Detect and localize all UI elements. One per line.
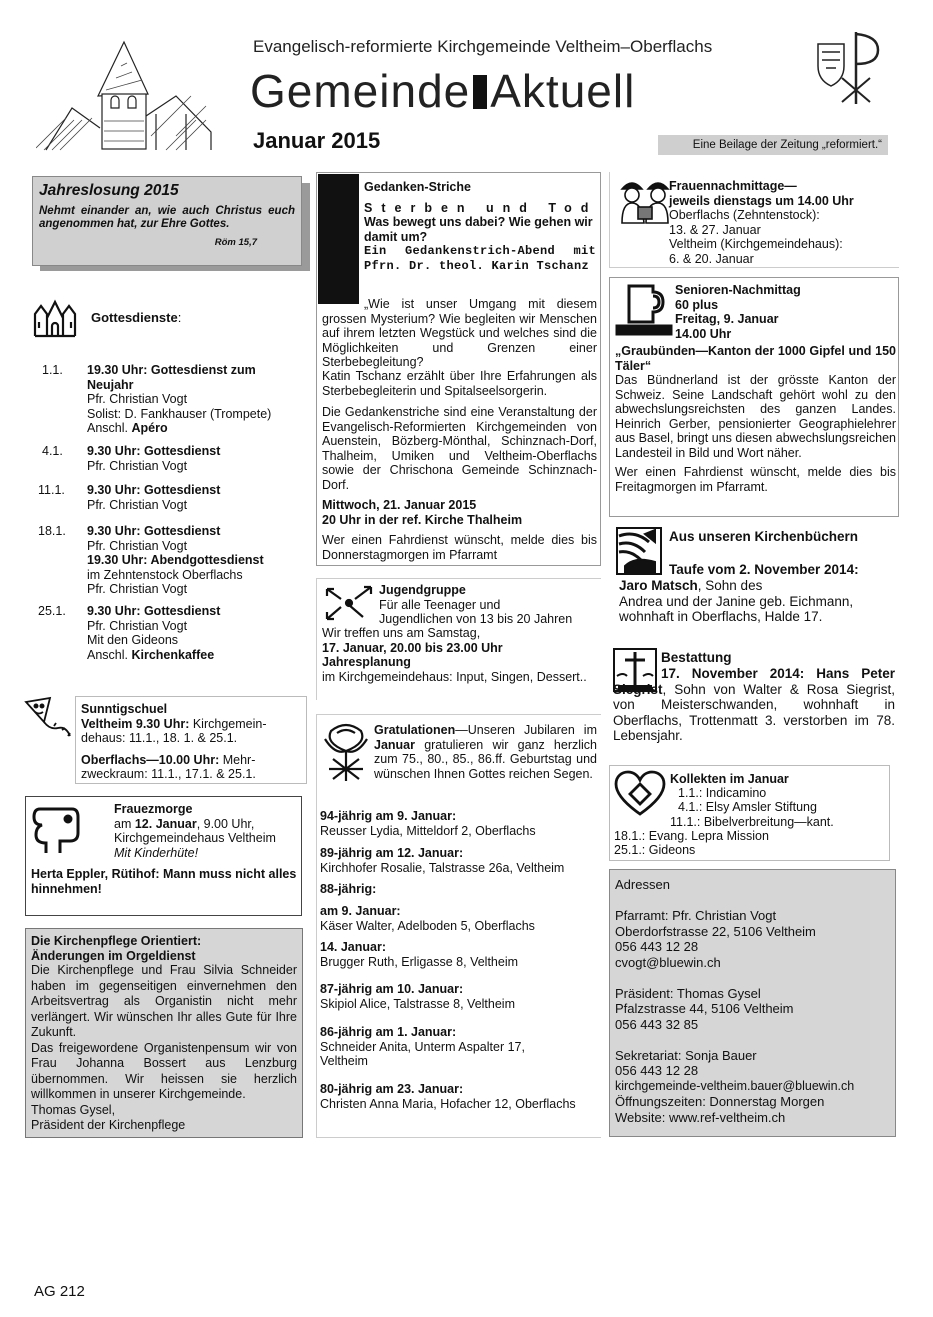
gd-date-5: 25.1. [38, 604, 66, 618]
baptism-icon [615, 526, 663, 576]
church-icon [33, 298, 77, 338]
church-sketch [36, 36, 216, 154]
sunntig-line [81, 753, 301, 768]
grat-item-text: Brugger Ruth, Erligasse 8, Veltheim [320, 954, 519, 969]
org-name: Evangelisch-reformierte Kirchgemeinde Veltheim–Oberflachs [253, 37, 713, 56]
adressen-spacer [615, 970, 890, 986]
gd-line: Mit den Gideons [87, 633, 179, 647]
coffee-icon [32, 803, 86, 855]
grat-item [320, 846, 595, 882]
gottesdienste-colon: : [177, 310, 182, 325]
masthead [250, 66, 635, 116]
best-date: 17. November 2014: Hans Peter [661, 666, 895, 681]
gd-line [87, 648, 302, 663]
jugend-title: Jugendgruppe [379, 583, 466, 597]
gedanken-title: Gedanken-Striche [364, 180, 471, 194]
gd-line-part: Anschl. [87, 647, 132, 662]
gd-line: 19.30 Uhr: Gottesdienst zum [87, 363, 256, 377]
jugend-line: Jugendlichen von 13 bis 20 Jahren [379, 612, 573, 626]
grat-item-head: 87-jährig am 10. Januar: [320, 982, 464, 996]
kb-line: Andrea und der Janine geb. Eichmann, [619, 593, 854, 609]
grat-title: Gratulationen [374, 723, 456, 737]
grat-item-head: 88-jährig: [320, 882, 377, 896]
adressen-line: Pfalzstrasse 44, 5106 Veltheim [615, 1001, 794, 1016]
gedanken-fahrdienst: Wer einen Fahrdienst wünscht, melde dies bis Donnerstagmorgen im Pfarramt [322, 533, 597, 562]
grat-intro [374, 723, 597, 781]
grat-item-text: Schneider Anita, Unterm Aspalter 17, Veltheim [320, 1039, 525, 1068]
ladies-icon [618, 175, 670, 225]
gd-line: 19.30 Uhr: Abendgottesdienst [87, 553, 264, 567]
frauezmorge-box [25, 796, 302, 916]
gd-line: Solist: D. Fankhauser (Trompete) [87, 406, 272, 421]
gedanken-evening: Ein Gedankenstrich-Abend mit Pfrn. Dr. theol. Karin Tschanz [364, 244, 596, 273]
coat-of-arms [812, 30, 884, 106]
kp-title-1: Die Kirchenpflege Orientiert: [31, 934, 202, 948]
gd-entry-4 [87, 524, 302, 597]
gottesdienste-title [91, 311, 181, 326]
kollekten-item: 11.1.: Bibelverbreitung—kant. [670, 815, 834, 829]
losung-ref: Röm 15,7 [214, 237, 257, 248]
senioren-line: Freitag, 9. Januar [675, 312, 779, 326]
grat-box [316, 714, 601, 1138]
gd-date-4: 18.1. [38, 524, 66, 538]
adressen-line: Pfarramt: Pfr. Christian Vogt [615, 908, 777, 923]
frauezmorge-line: Mit Kinderhüte! [114, 845, 199, 860]
senioren-title: Senioren-Nachmittag [675, 283, 801, 297]
gd-entry-3 [87, 483, 302, 512]
senioren-line: 14.00 Uhr [675, 326, 732, 341]
gd-entry-2 [87, 444, 302, 473]
grat-item-head: 86-jährig am 1. Januar: [320, 1025, 457, 1039]
frauen-line: 6. & 20. Januar [669, 251, 754, 266]
gd-line: Pfr. Christian Vogt [87, 458, 188, 473]
sunntig-part: Mehr- [219, 752, 256, 767]
gd-date-3: 11.1. [38, 483, 65, 497]
grat-item-text: Reusser Lydia, Mitteldorf 2, Oberflachs [320, 823, 536, 838]
gd-line-bold: Apéro [131, 421, 168, 435]
grat-item-head: 80-jährig am 23. Januar: [320, 1082, 464, 1096]
frauen-line: Veltheim (Kirchgemeindehaus): [669, 237, 843, 251]
jugend-line: im Kirchgemeindehaus: Input, Singen, Dessert.. [322, 669, 587, 684]
jugend-head [379, 583, 599, 627]
frauezmorge-head [114, 802, 299, 860]
adressen-line: Website: www.ref-veltheim.ch [615, 1109, 786, 1125]
page-number: AG 212 [34, 1283, 85, 1300]
gd-line: Pfr. Christian Vogt [87, 538, 188, 553]
adressen-line: 056 443 32 85 [615, 1016, 699, 1032]
grat-item [320, 982, 595, 1025]
frauezmorge-quote: Herta Eppler, Rütihof: Mann muss nicht alles hinnehmen! [31, 867, 297, 896]
kollekten-title: Kollekten im Januar [670, 772, 789, 786]
grat-item-head: 14. Januar: [320, 940, 387, 954]
senioren-box [609, 277, 899, 517]
frauen-box [609, 172, 899, 268]
jugend-box [316, 578, 601, 700]
kirchenpflege-box [25, 928, 303, 1138]
grat-item [320, 809, 595, 846]
adressen-line: 056 443 12 28 [615, 1063, 699, 1078]
gd-date-1: 1.1. [42, 363, 63, 377]
senioren-p1: Das Bündnerland ist der grösste Kanton der Schweiz. Seine Landschaft gehört wohl zu den abwechslungsreichsten des ganzen Landes. Heinrich Gerber, pensionierter Geographielehrer aus Basel, bringt uns diesen abwechslungsreichen Landesteil in Bild und Wort näher. [615, 373, 896, 460]
gedanken-p1 [322, 297, 597, 370]
grat-month: Januar [374, 737, 415, 752]
heart-icon [614, 770, 666, 818]
kp-title-2: Änderungen im Orgeldienst [31, 948, 196, 963]
gd-line-bold: Kirchenkaffee [131, 647, 215, 662]
sunntig-part: Kirchgemein- [189, 716, 267, 731]
masthead-word-1: Gemeinde [250, 65, 471, 117]
kp-sign: Thomas Gysel, [31, 1102, 116, 1117]
best-name: Siegrist [613, 681, 663, 697]
kb-text [619, 578, 899, 625]
sunntig-line: zweckraum: 11.1., 17.1. & 25.1. [81, 767, 256, 781]
grat-item-text: Christen Anna Maria, Hofacher 12, Oberflachs [320, 1096, 576, 1111]
kp-sign: Präsident der Kirchenpflege [31, 1118, 186, 1132]
grat-part: gratulieren wir ganz herzlich zum 75., 80., 85., 86.ff. Geburtstag und wünschen Ihnen Gottes reichen Segen. [374, 737, 597, 781]
best-title: Bestattung [661, 650, 732, 665]
grat-item [320, 1082, 595, 1111]
jugend-line: Für alle Teenager und [379, 597, 501, 612]
frauen-title: Frauennachmittage— [669, 179, 797, 193]
rose-icon [321, 721, 371, 783]
adressen-line: cvogt@bluewin.ch [615, 954, 721, 970]
frauezmorge-part: am [114, 816, 135, 831]
frauen-line: Oberflachs (Zehntenstock): [669, 208, 820, 222]
gedanken-date-2: 20 Uhr in der ref. Kirche Thalheim [322, 512, 523, 527]
jugend-line: Jahresplanung [322, 655, 411, 669]
kp-paragraph: Das freigewordene Organistenpensum wir von Frau Johanna Bossert aus Lenzburg übernommen. Wir heissen sie herzlich willkommen in unserer Kirchgemeinde. [31, 1040, 297, 1101]
gd-line: 9.30 Uhr: Gottesdienst [87, 483, 221, 497]
frauezmorge-line: Kirchgemeindehaus Veltheim [114, 831, 276, 845]
grat-item-text: Kirchhofer Rosalie, Talstrasse 26a, Veltheim [320, 860, 565, 875]
frauezmorge-line [114, 817, 299, 832]
grat-item [320, 940, 595, 982]
grat-item-head: am 9. Januar: [320, 904, 401, 918]
gedanken-question: Was bewegt uns dabei? Wie gehen wir damit um? [364, 215, 593, 244]
adressen-line: Präsident: Thomas Gysel [615, 985, 761, 1001]
masthead-word-2: Aktuell [490, 65, 636, 117]
kb-line: wohnhaft in Oberflachs, Halde 17. [619, 609, 823, 624]
sunntig-line: dehaus: 11.1., 18. 1. & 25.1. [81, 731, 238, 745]
frauezmorge-title: Frauezmorge [114, 802, 193, 816]
teapot-icon [615, 282, 673, 338]
kb-line [619, 578, 899, 594]
senioren-head [675, 283, 895, 341]
kb-taufe: Taufe vom 2. November 2014: [669, 562, 859, 577]
gd-line: 9.30 Uhr: Gottesdienst [87, 524, 221, 538]
kollekten-item: 18.1.: Evang. Lepra Mission [614, 829, 769, 843]
adressen-line: Sekretariat: Sonja Bauer [615, 1047, 757, 1063]
frauen-text [669, 179, 897, 266]
gd-line: im Zehntenstock Oberflachs [87, 567, 243, 582]
arrows-icon [323, 583, 375, 623]
grat-item [320, 904, 595, 940]
gd-line: 9.30 Uhr: Gottesdienst [87, 444, 221, 458]
adressen-box [609, 869, 896, 1137]
kollekten-item: 25.1.: Gideons [614, 843, 696, 857]
senioren-p2: Wer einen Fahrdienst wünscht, melde dies bis Freitagmorgen im Pfarramt. [615, 465, 896, 494]
gd-entry-5 [87, 604, 302, 662]
kollekten-box [609, 765, 890, 861]
gedanken-p2: Die Gedankenstriche sind eine Veranstaltung der Evangelisch-Reformierten Kirchgemeinden von Auenstein, Bözberg-Mönthal, Schinznach-Dorf, Thalheim, Umiken und Veltheim-Oberflachs sowie der Chrischona Gemeinde Schinznach-Dorf. [322, 405, 597, 492]
kollekten-item: 4.1.: Elsy Amsler Stiftung [678, 800, 817, 814]
losung-box [32, 176, 302, 266]
jugend-line: Wir treffen uns am Samstag, [322, 626, 481, 640]
losung-text: Nehmt einander an, wie auch Christus euch angenommen hat, zur Ehre Gottes. [39, 205, 295, 230]
adressen-line: Oberdorfstrasse 22, 5106 Veltheim [615, 923, 816, 939]
gedanken-black-bar [318, 174, 359, 304]
gd-line: 9.30 Uhr: Gottesdienst [87, 604, 221, 618]
adressen-line: Öffnungszeiten: Donnerstag Morgen [615, 1094, 825, 1109]
gedanken-p1b: Katin Tschanz erzählt über Ihre Erfahrungen als Sterbebegleiterin und Spitalseelsorgerin. [322, 369, 597, 398]
gd-line-part: Anschl. [87, 421, 132, 435]
kb-part: , Sohn des [697, 578, 763, 593]
gottesdienste-title-text: Gottesdienste [91, 310, 178, 325]
adressen-title: Adressen [615, 877, 670, 892]
masthead-block [473, 75, 487, 109]
frauen-line: 13. & 27. Januar [669, 222, 761, 237]
issue-month: Januar 2015 [253, 128, 381, 153]
gd-line: Pfr. Christian Vogt [87, 618, 188, 633]
adressen-line: 056 443 12 28 [615, 939, 699, 954]
best-text [613, 666, 895, 744]
adressen-spacer [615, 1032, 890, 1048]
gedanken-p1-text: „Wie ist unser Umgang mit diesem grossen Mysterium? Wie begleiten wir Menschen auf ihrem letzten Wegstück und welches sind die Möglichkeiten und Grenzen einer Sterbebegleitung? [322, 297, 597, 369]
gd-line [87, 421, 302, 436]
losung-title: Jahreslosung 2015 [39, 182, 179, 199]
kp-paragraph: Die Kirchenpflege und Frau Silvia Schneider haben im gegenseitigen einvernehmen den Arbeitsvertrag als Organistin nicht mehr verlängert. Wir wünschen Ihr alles Gute für Ihre Zukunft. [31, 963, 297, 1039]
gedanken-head [364, 180, 596, 273]
kite-icon [22, 696, 74, 742]
jugend-body [322, 626, 592, 684]
kb-title: Aus unseren Kirchenbüchern [669, 529, 859, 544]
kb-name: Jaro Matsch [619, 578, 698, 593]
grat-item-head: 94-jährig am 9. Januar: [320, 809, 457, 823]
gd-date-2: 4.1. [42, 444, 63, 458]
grat-list [320, 809, 595, 1111]
gedanken-box [316, 172, 601, 566]
gedanken-date [322, 498, 597, 527]
supplement-note: Eine Beilage der Zeitung „reformiert.“ [658, 135, 888, 155]
frauezmorge-part: , 9.00 Uhr, [196, 816, 255, 831]
gd-line: Pfr. Christian Vogt [87, 497, 188, 512]
gd-entry-1 [87, 363, 302, 436]
grat-item [320, 882, 595, 904]
grat-item-text: Skipiol Alice, Talstrasse 8, Veltheim [320, 996, 516, 1011]
gd-line: Pfr. Christian Vogt [87, 392, 188, 406]
best-rest: , Sohn von Walter & Rosa Siegrist, von Meisterschwanden, wohnhaft in Oberflachs, Trottenmatt 3. verstorben im 78. Lebensjahr. [613, 681, 895, 743]
sunntig-bold: Veltheim 9.30 Uhr: [81, 716, 190, 731]
gd-line: Neujahr [87, 377, 134, 392]
sunntigschuel-box [75, 696, 307, 784]
sunntig-title: Sunntigschuel [81, 702, 168, 716]
sunntig-bold: Oberflachs—10.00 Uhr: [81, 752, 220, 767]
kollekten-item: 1.1.: Indicamino [678, 786, 767, 800]
adressen-line: kirchgemeinde-veltheim.bauer@bluewin.ch [615, 1078, 855, 1093]
grat-item-head: 89-jährig am 12. Januar: [320, 846, 464, 860]
frauezmorge-date: 12. Januar [134, 816, 197, 831]
grat-part: —Unseren Jubilaren im [455, 723, 597, 737]
senioren-topic: „Graubünden—Kanton der 1000 Gipfel und 150 Täler“ [615, 344, 896, 373]
gedanken-date-1: Mittwoch, 21. Januar 2015 [322, 498, 477, 512]
gedanken-topic: Sterben und Tod [364, 200, 598, 215]
jugend-line: 17. Januar, 20.00 bis 23.00 Uhr [322, 640, 503, 655]
senioren-line: 60 plus [675, 297, 719, 312]
gd-line: Pfr. Christian Vogt [87, 582, 188, 596]
grat-item-text: Käser Walter, Adelboden 5, Oberflachs [320, 918, 535, 933]
sunntig-line [81, 717, 301, 732]
grat-item [320, 1025, 595, 1082]
frauen-time: jeweils dienstags um 14.00 Uhr [669, 193, 854, 208]
